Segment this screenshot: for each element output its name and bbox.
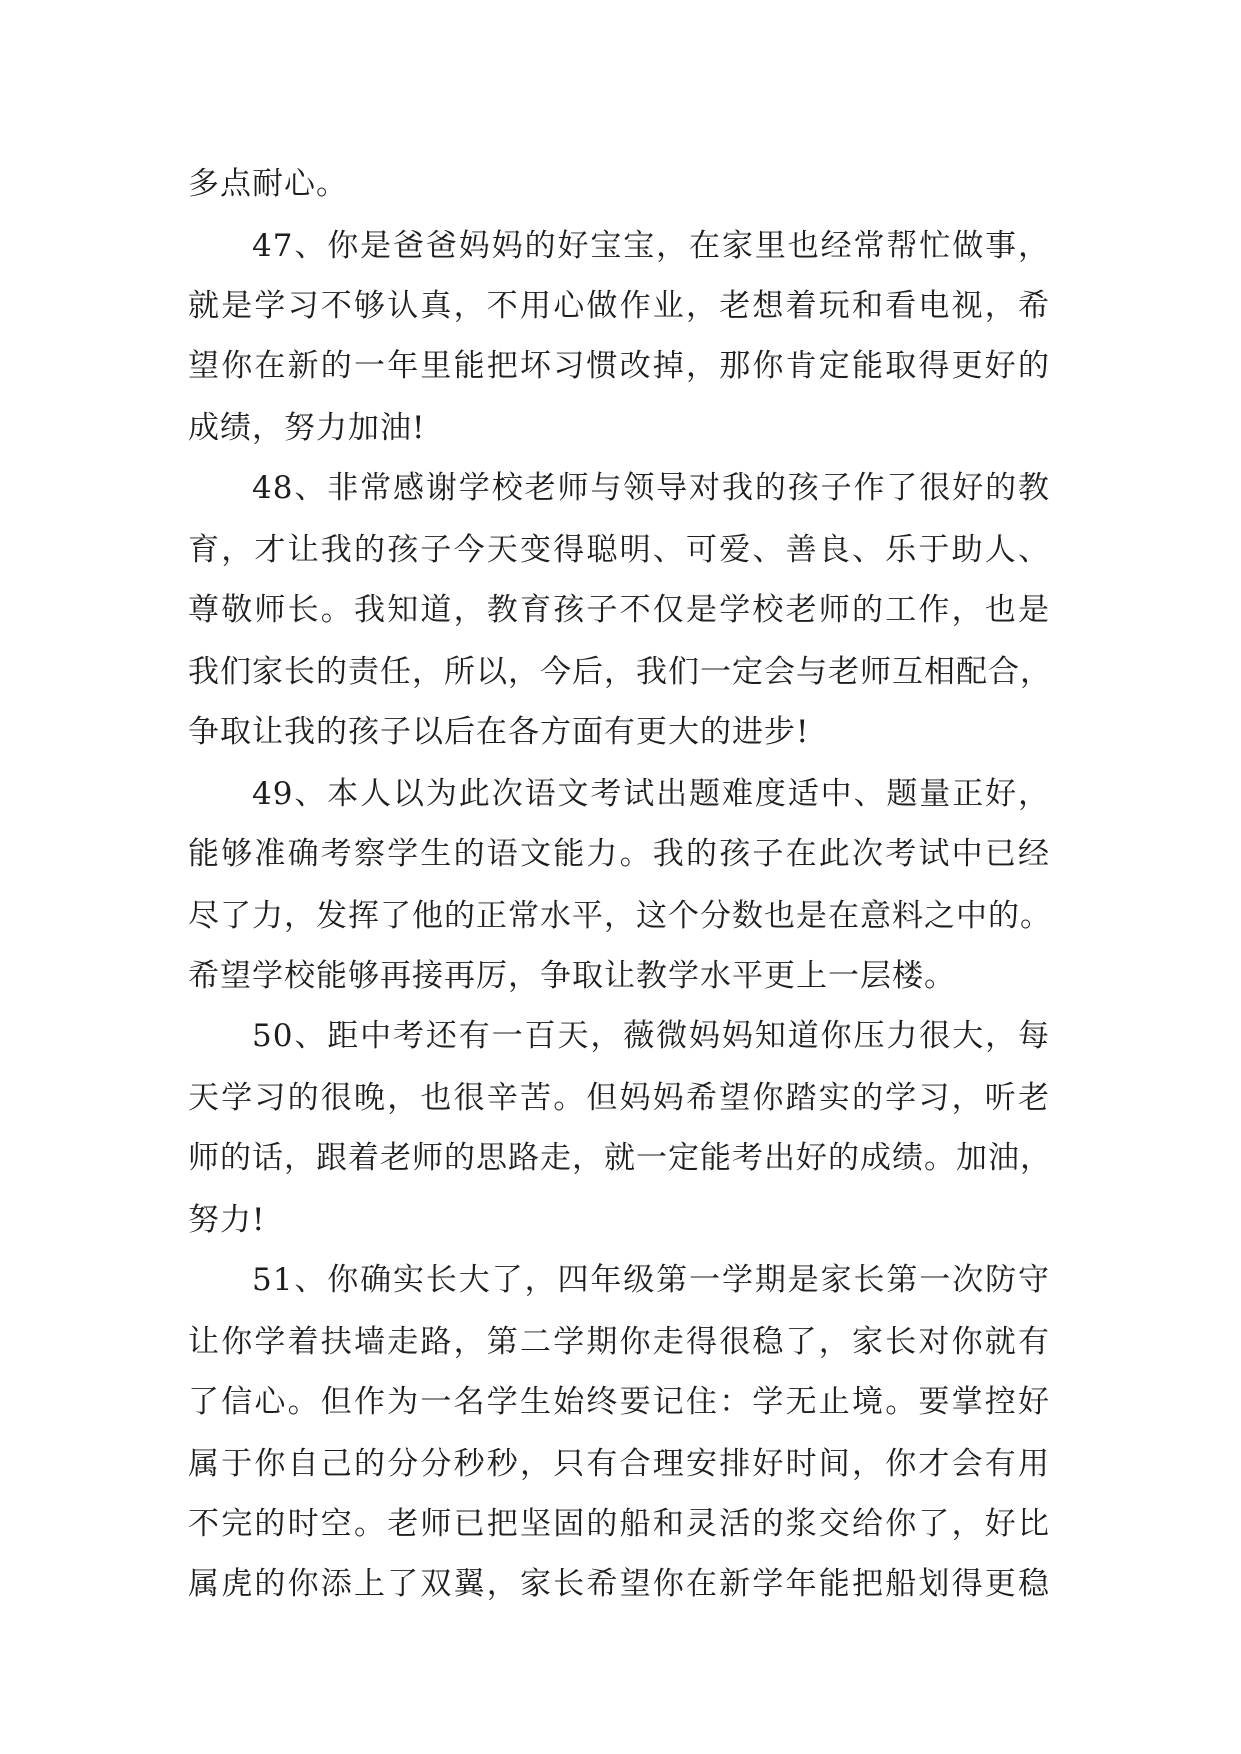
text-line: 天学习的很晚，也很辛苦。但妈妈希望你踏实的学习，听老 [188,1080,1050,1116]
text-line: 不完的时空。老师已把坚固的船和灵活的浆交给你了，好比 [188,1506,1050,1542]
text-line: 51、你确实长大了，四年级第一学期是家长第一次防守 [252,1262,1050,1298]
text-line: 属虎的你添上了双翼，家长希望你在新学年能把船划得更稳 [188,1566,1050,1602]
text-line: 就是学习不够认真，不用心做作业，老想着玩和看电视，希 [188,288,1050,324]
text-line: 希望学校能够再接再厉，争取让教学水平更上一层楼。 [188,958,956,994]
text-line: 47、你是爸爸妈妈的好宝宝，在家里也经常帮忙做事， [252,228,1050,264]
text-line: 属于你自己的分分秒秒，只有合理安排好时间，你才会有用 [188,1446,1050,1482]
text-line: 了信心。但作为一名学生始终要记住：学无止境。要掌控好 [188,1384,1050,1420]
text-line: 50、距中考还有一百天，薇微妈妈知道你压力很大，每 [252,1018,1050,1054]
text-line: 让你学着扶墙走路，第二学期你走得很稳了，家长对你就有 [188,1324,1050,1360]
text-line: 49、本人以为此次语文考试出题难度适中、题量正好， [252,776,1050,812]
text-line: 尊敬师长。我知道，教育孩子不仅是学校老师的工作，也是 [188,592,1050,628]
text-line: 师的话，跟着老师的思路走，就一定能考出好的成绩。加油， [188,1140,1052,1176]
text-line: 努力! [188,1202,266,1238]
text-line: 育，才让我的孩子今天变得聪明、可爱、善良、乐于助人、 [188,532,1050,568]
text-line: 48、非常感谢学校老师与领导对我的孩子作了很好的教 [252,470,1050,506]
text-line: 望你在新的一年里能把坏习惯改掉，那你肯定能取得更好的 [188,348,1050,384]
text-line: 能够准确考察学生的语文能力。我的孩子在此次考试中已经 [188,836,1050,872]
text-line: 多点耐心。 [188,166,348,202]
text-line: 尽了力，发挥了他的正常水平，这个分数也是在意料之中的。 [188,898,1052,934]
text-line: 我们家长的责任，所以，今后，我们一定会与老师互相配合， [188,654,1052,690]
text-line: 争取让我的孩子以后在各方面有更大的进步! [188,714,810,750]
text-line: 成绩，努力加油! [188,410,426,446]
